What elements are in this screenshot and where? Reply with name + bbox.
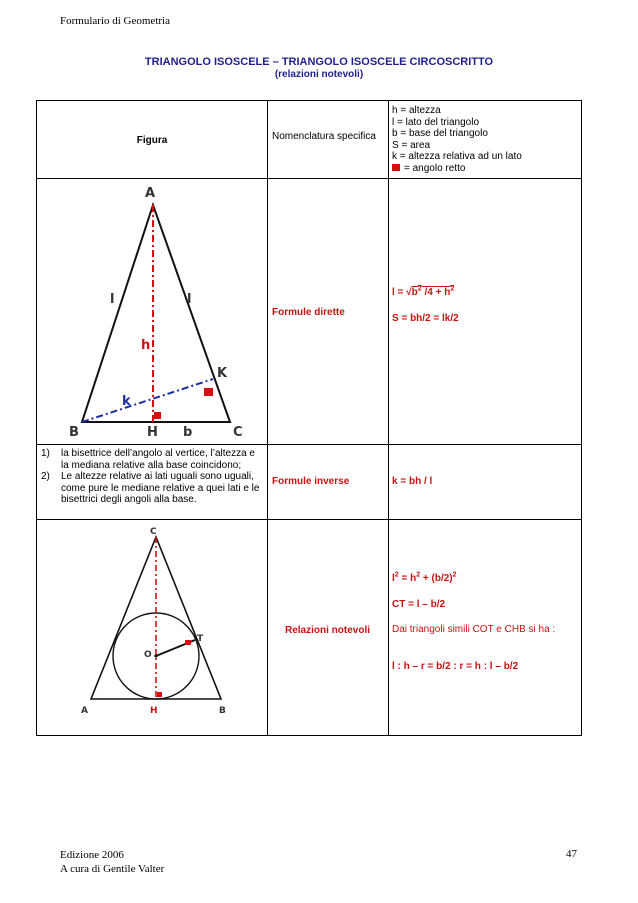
label-O: O <box>144 650 152 660</box>
col-divider-2 <box>388 101 389 735</box>
col-divider-1 <box>267 101 268 735</box>
legend-item: b = base del triangolo <box>392 128 488 139</box>
relation-pythagoras: $l^2 = h^2 + (b/2)^2$ <box>392 571 457 584</box>
legend-item: S = area <box>392 139 431 151</box>
properties-notes <box>39 448 265 506</box>
edition-text: Edizione 2006 <box>60 849 124 861</box>
page-number: 47 <box>566 848 577 860</box>
row-divider-2 <box>37 444 581 445</box>
page-subtitle: (relazioni notevoli) <box>274 69 364 80</box>
label-C: C <box>150 527 157 537</box>
legend-item: k = altezza relativa ad un lato <box>392 151 522 162</box>
label-C: C <box>233 425 243 438</box>
label-k: k <box>122 394 131 409</box>
legend-list <box>392 105 580 174</box>
label-l-right: l <box>187 292 192 307</box>
formule-dirette-label: Formule dirette <box>272 307 345 318</box>
label-l-left: l <box>110 292 115 307</box>
label-h: h <box>141 338 151 353</box>
label-K: K <box>217 366 228 381</box>
figura-header: Figura <box>136 135 168 146</box>
label-T: T <box>197 634 204 644</box>
label-A: A <box>145 186 156 201</box>
isosceles-triangle-figure <box>67 183 267 438</box>
relation-ct: CT = l – b/2 <box>392 599 446 610</box>
label-H: H <box>150 706 158 715</box>
right-angle-marker-t <box>185 640 191 645</box>
legend-item: h = altezza <box>392 105 441 116</box>
nomenclatura-header: Nomenclatura specifica <box>272 131 376 142</box>
footer-left <box>60 848 164 876</box>
label-B: B <box>69 425 79 438</box>
label-A: A <box>81 706 88 715</box>
right-angle-icon <box>392 164 400 171</box>
relazioni-notevoli-label: Relazioni notevoli <box>285 625 371 636</box>
label-B: B <box>219 706 226 715</box>
center-point <box>154 654 157 657</box>
right-angle-marker-h <box>154 412 161 419</box>
page-title: TRIANGOLO ISOSCELE – TRIANGOLO ISOSCELE CIRCOSCRITTO <box>144 56 494 68</box>
label-H: H <box>147 425 158 438</box>
formula-area: S = bh/2 = lk/2 <box>392 313 459 324</box>
label-b: b <box>183 425 193 438</box>
relation-proportion: l : h – r = b/2 : r = h : l – b/2 <box>392 661 519 672</box>
note-item: 1) la bisettrice dell’angolo al vertice, l’altezza e la mediana relative alla base coincidono; <box>41 448 255 471</box>
legend-item: l = lato del triangolo <box>392 116 480 128</box>
row-divider-1 <box>37 178 581 179</box>
relation-similar-triangles: Dai triangoli simili COT e CHB si ha : <box>392 624 556 635</box>
formule-inverse-label: Formule inverse <box>272 476 350 487</box>
formula-k: k = bh / l <box>392 476 433 487</box>
k-line <box>82 379 213 422</box>
legend-item: = angolo retto <box>392 163 580 175</box>
circumscribed-triangle-figure <box>77 523 237 715</box>
right-angle-marker-k <box>204 388 213 396</box>
formula-table <box>36 100 582 736</box>
note-item: 2) Le altezze relative ai lati uguali sono uguali, come pure le mediane relative a quei lati e le bisettrici degli angoli alla base. <box>41 471 260 505</box>
page-header: Formulario di Geometria <box>60 15 170 27</box>
row-divider-3 <box>37 519 581 520</box>
right-angle-marker-h <box>157 692 162 697</box>
formula-lato: $l = √b^2$ $/4 + h^2$ <box>392 285 455 298</box>
author-text: A cura di Gentile Valter <box>60 863 165 875</box>
